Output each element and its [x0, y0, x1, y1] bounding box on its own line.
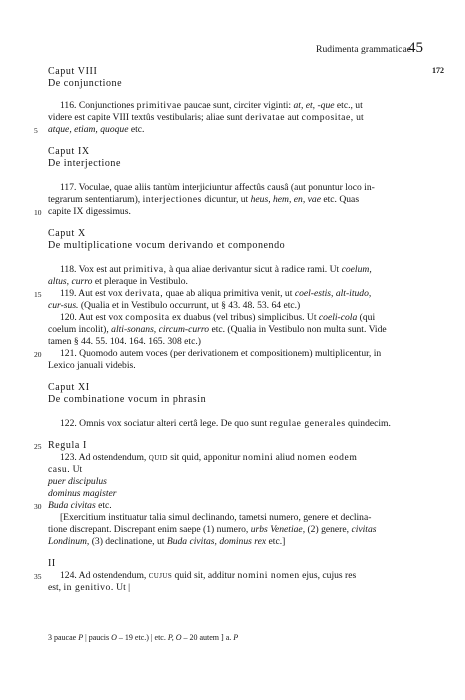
- text-span: 3 paucae: [48, 633, 79, 642]
- italic-span: coelum,: [341, 264, 372, 275]
- text-span: quid sit, additur: [172, 570, 238, 581]
- italic-span: heus, hem, en, vae: [250, 194, 321, 205]
- italic-span: Buda civitas, dominus rex: [166, 536, 267, 547]
- small-caps-term: cujus: [148, 570, 173, 581]
- text-span: quae ab aliqua primitiva venit, ut: [163, 288, 295, 299]
- spaced-term: casu.: [48, 464, 71, 475]
- section-heading: [48, 440, 87, 451]
- text-span: Regula I: [48, 440, 87, 451]
- text-span: tegrarum sententiarum),: [48, 194, 143, 205]
- text-span: ejus, cujus res: [299, 570, 357, 581]
- text-span: Caput IX: [48, 146, 90, 157]
- text-line: [48, 512, 371, 524]
- line-number: 20: [34, 350, 42, 359]
- text-span: videre est capite VIII textûs vestibularis; aliae sunt: [48, 112, 245, 123]
- text-span: 124. Ad ostendendum,: [48, 570, 149, 581]
- spaced-term: derivatae: [244, 112, 286, 123]
- text-span: (qui: [357, 312, 376, 323]
- text-line: [48, 100, 363, 112]
- text-span: Ut |: [113, 582, 131, 593]
- italic-span: Londinum,: [48, 536, 90, 547]
- text-span: II: [48, 558, 56, 569]
- spaced-term: De interjectione: [48, 158, 121, 169]
- section-heading: [48, 158, 121, 169]
- italic-span: dominus magister: [48, 488, 117, 499]
- text-line: [48, 194, 359, 206]
- spaced-term: composita: [125, 312, 170, 323]
- section-heading: [48, 394, 206, 405]
- text-line: [48, 324, 387, 336]
- text-span: dicuntur, ut: [201, 194, 251, 205]
- section-heading: [48, 146, 90, 157]
- text-span: tamen § 44. 55. 104. 164. 165. 308 etc.): [48, 336, 201, 347]
- italic-span: civitas: [351, 524, 377, 535]
- text-span: – 19 etc.) | etc.: [116, 633, 168, 642]
- italic-span: urbs Venetiae,: [250, 524, 306, 535]
- text-span: coelum incolit),: [48, 324, 112, 335]
- text-line: [48, 276, 188, 288]
- spaced-term: regulae generales: [269, 418, 346, 429]
- spaced-term: De multiplicatione vocum derivando et componendo: [48, 240, 286, 251]
- text-span: et pleraque in Vestibulo.: [92, 276, 188, 287]
- text-span: 119. Aut est vox: [48, 288, 125, 299]
- text-span: 120. Aut est vox: [48, 312, 126, 323]
- italic-span: alti-sonans, circum-curro: [111, 324, 210, 335]
- text-line: [48, 476, 107, 488]
- running-title: Rudimenta grammaticae: [316, 44, 412, 55]
- text-line: [48, 206, 131, 218]
- page-number: 45: [408, 40, 423, 56]
- text-span: aliud: [273, 452, 298, 463]
- text-line: [48, 312, 375, 324]
- italic-span: coel-estis, alt-itudo,: [294, 288, 372, 299]
- text-span: 118. Vox est aut: [48, 264, 124, 275]
- text-span: Lexico januali videbis.: [48, 360, 136, 371]
- text-span: etc. Quas: [320, 194, 360, 205]
- section-heading: [48, 228, 86, 239]
- text-line: [48, 300, 300, 312]
- text-span: | paucis: [83, 633, 112, 642]
- italic-span: P, O: [167, 633, 182, 642]
- section-heading: [48, 382, 90, 393]
- text-span: (Qualia et in Vestibulo occurrunt, ut § 43. 48. 53. 64 etc.): [78, 300, 301, 311]
- text-line: [48, 124, 144, 136]
- text-span: etc., ut: [334, 100, 363, 111]
- text-span: etc.: [128, 124, 145, 135]
- text-line: [48, 500, 112, 512]
- text-span: sit quid, apponitur: [167, 452, 243, 463]
- text-span: 122. Omnis vox sociatur alteri certâ lege. De quo sunt: [48, 418, 270, 429]
- text-line: [48, 570, 356, 582]
- line-number: 10: [34, 208, 42, 217]
- text-line: [48, 264, 372, 276]
- spaced-term: interjectiones: [142, 194, 202, 205]
- text-line: [48, 418, 391, 430]
- section-heading: [48, 558, 56, 569]
- text-span: 117. Voculae, quae aliis tantùm interjiciuntur affectûs causâ (aut ponuntur loco in-: [48, 182, 375, 193]
- italic-span: atque, etiam, quoque: [48, 124, 129, 135]
- text-line: [48, 112, 364, 124]
- text-span: Caput VIII: [48, 66, 98, 77]
- text-span: (3) declinatione, ut: [89, 536, 167, 547]
- spaced-term: nomini nomen: [237, 570, 300, 581]
- italic-span: coeli-cola: [318, 312, 358, 323]
- text-line: [48, 488, 117, 500]
- section-heading: [48, 240, 285, 251]
- spaced-term: in genitivo.: [63, 582, 114, 593]
- section-heading: [48, 78, 122, 89]
- line-number: 15: [34, 290, 42, 299]
- text-span: quindecim.: [345, 418, 391, 429]
- text-span: Caput XI: [48, 382, 90, 393]
- line-number: 5: [34, 126, 38, 135]
- spaced-term: nomen eodem: [297, 452, 358, 463]
- spaced-term: primitivae: [136, 100, 182, 111]
- section-heading: [48, 66, 97, 77]
- italic-span: P: [78, 633, 84, 642]
- spaced-term: De combinatione vocum in phrasin: [48, 394, 207, 405]
- text-span: est,: [48, 582, 64, 593]
- italic-span: altus, curro: [48, 276, 93, 287]
- text-line: [48, 348, 381, 360]
- spaced-term: De conjunctione: [48, 78, 123, 89]
- text-span: (2) genere,: [305, 524, 352, 535]
- text-span: tione discrepant. Discrepant enim saepe (1) numero,: [48, 524, 251, 535]
- text-span: Ut: [70, 464, 83, 475]
- text-span: ut: [353, 112, 364, 123]
- line-number: 30: [34, 502, 42, 511]
- italic-span: Buda civitas: [48, 500, 96, 511]
- margin-page-reference: 172: [432, 66, 444, 75]
- text-span: etc. (Qualia in Vestibulo non multa sunt. Vide: [209, 324, 387, 335]
- text-line: [48, 360, 136, 372]
- text-span: etc.: [95, 500, 112, 511]
- italic-span: at, et, -que: [293, 100, 335, 111]
- text-line: [48, 336, 201, 348]
- text-span: 121. Quomodo autem voces (per derivationem et compositionem) multiplicentur, in: [48, 348, 382, 359]
- text-line: [48, 524, 376, 536]
- text-span: Caput X: [48, 228, 86, 239]
- text-line: [48, 582, 130, 594]
- text-span: [Exercitium instituatur talia simul declinando, tametsi numero, genere et declina-: [48, 512, 372, 523]
- text-span: paucae sunt, circiter viginti:: [181, 100, 294, 111]
- spaced-term: compositae,: [301, 112, 354, 123]
- text-line: [48, 536, 285, 548]
- italic-span: P: [233, 633, 239, 642]
- footnote-apparatus: [48, 633, 238, 642]
- text-span: 116. Conjunctiones: [48, 100, 137, 111]
- line-number: 25: [34, 442, 42, 451]
- text-span: – 20 autem ] a.: [181, 633, 234, 642]
- text-span: 123. Ad ostendendum,: [48, 452, 149, 463]
- small-caps-term: quid: [148, 452, 168, 463]
- italic-span: cur-sus.: [48, 300, 79, 311]
- text-span: capite IX digessimus.: [48, 206, 131, 217]
- text-span: à qua aliae derivantur sicut à radice rami. Ut: [166, 264, 342, 275]
- italic-span: puer discipulus: [48, 476, 107, 487]
- italic-span: O: [111, 633, 117, 642]
- line-number: 35: [34, 572, 42, 581]
- text-line: [48, 288, 371, 300]
- spaced-term: derivata,: [124, 288, 164, 299]
- text-span: etc.]: [266, 536, 286, 547]
- text-line: [48, 452, 357, 464]
- text-span: aut: [285, 112, 302, 123]
- text-line: [48, 182, 375, 194]
- text-line: [48, 464, 82, 476]
- spaced-term: primitiva,: [123, 264, 167, 275]
- spaced-term: nomini: [242, 452, 274, 463]
- text-span: ex duabus (vel tribus) simplicibus. Ut: [169, 312, 319, 323]
